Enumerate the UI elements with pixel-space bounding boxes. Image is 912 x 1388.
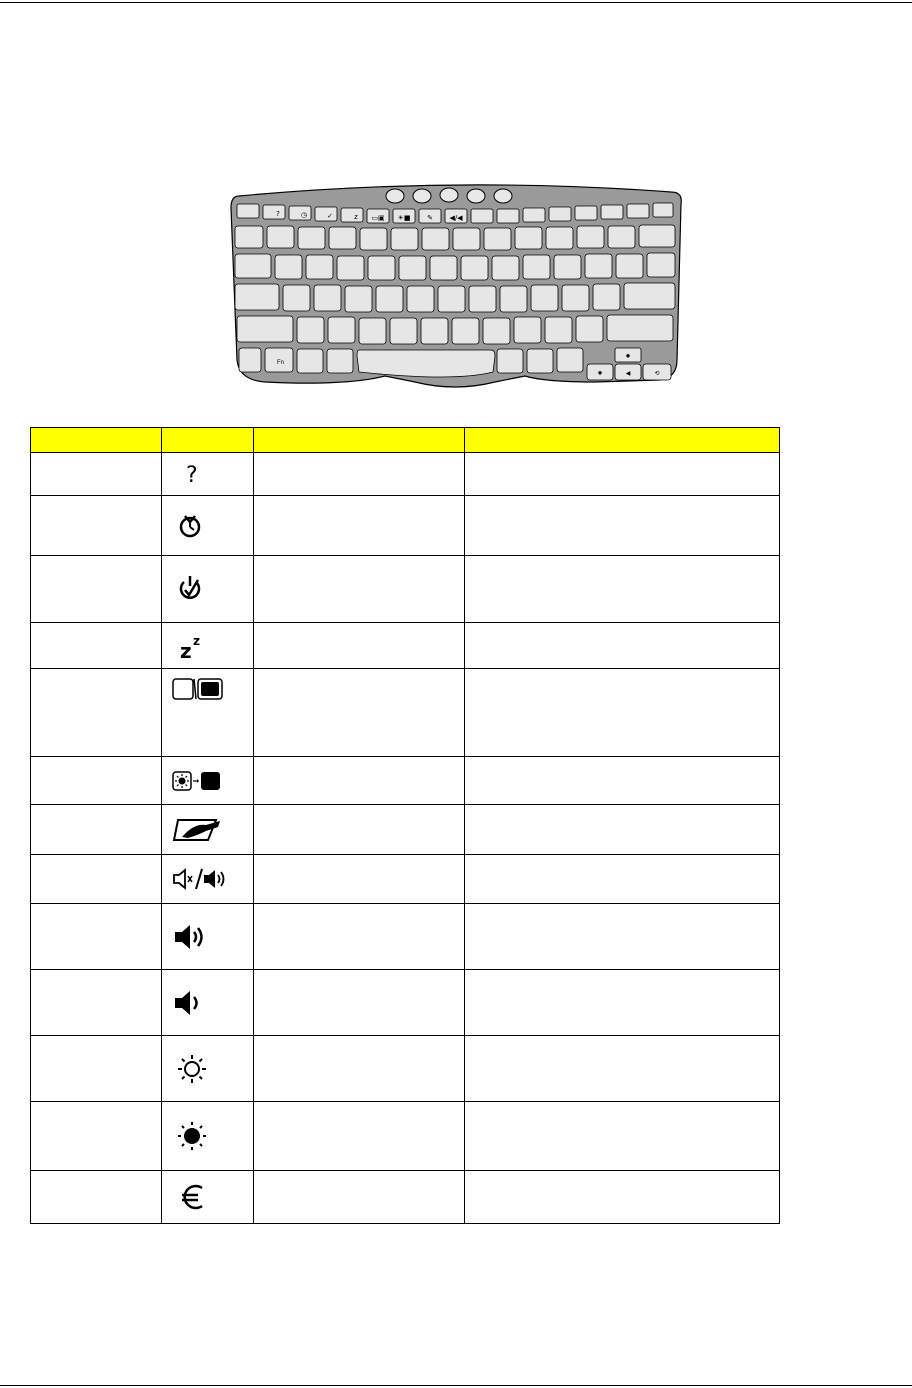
- description-cell: [465, 1102, 780, 1171]
- svg-text:◷: ◷: [300, 211, 308, 219]
- bottom-rule: [0, 1385, 912, 1386]
- launch-button-1: [386, 189, 404, 203]
- icon-name-cell: [254, 556, 465, 623]
- hotkey-cell: [31, 1102, 162, 1171]
- launch-button-4: [467, 189, 485, 203]
- icon-name-cell: [254, 1171, 465, 1224]
- table-row: [31, 453, 780, 496]
- hotkey-cell: [31, 496, 162, 556]
- table-row: [31, 1102, 780, 1171]
- hotkey-cell: [31, 805, 162, 855]
- svg-text:✹: ✹: [625, 353, 631, 360]
- touchpad-toggle-icon: [172, 817, 228, 843]
- table-row: [31, 904, 780, 970]
- system-properties-icon: [172, 511, 208, 541]
- power-scheme-icon: [172, 572, 208, 606]
- svg-text:✎: ✎: [427, 214, 433, 222]
- icon-name-cell: [254, 623, 465, 669]
- hotkey-cell: [31, 669, 162, 757]
- icon-name-cell: [254, 1036, 465, 1102]
- table-row: [31, 496, 780, 556]
- svg-text:z: z: [193, 633, 200, 648]
- header-cell: [31, 428, 162, 453]
- table-row: [31, 1171, 780, 1224]
- svg-text:☀■: ☀■: [397, 214, 411, 222]
- description-cell: [465, 556, 780, 623]
- table-row: [31, 669, 780, 757]
- brightness-up-icon: [172, 1052, 212, 1086]
- svg-text:▭▣: ▭▣: [371, 214, 385, 222]
- fn-key-label: Fn: [277, 360, 285, 366]
- hotkey-cell: [31, 855, 162, 904]
- description-cell: [465, 970, 780, 1036]
- description-cell: [465, 453, 780, 496]
- table-header-row: [31, 428, 780, 453]
- header-cell: [254, 428, 465, 453]
- table-row: [31, 1036, 780, 1102]
- description-cell: [465, 669, 780, 757]
- hotkey-cell: [31, 757, 162, 805]
- icon-name-cell: [254, 855, 465, 904]
- description-cell: [465, 757, 780, 805]
- svg-text:?: ?: [186, 463, 198, 487]
- header-cell: [162, 428, 254, 453]
- table-row: [31, 855, 780, 904]
- svg-text:?: ?: [276, 210, 280, 218]
- icon-name-cell: [254, 904, 465, 970]
- description-cell: [465, 855, 780, 904]
- svg-text:z: z: [180, 638, 192, 660]
- help-icon: [172, 461, 208, 487]
- launch-button-2: [413, 189, 431, 203]
- hotkey-table: [30, 427, 780, 1224]
- volume-up-icon: [172, 922, 212, 952]
- svg-text:✹: ✹: [597, 370, 603, 377]
- description-cell: [465, 805, 780, 855]
- table-row: [31, 757, 780, 805]
- svg-text:⟲: ⟲: [654, 370, 660, 377]
- description-cell: [465, 623, 780, 669]
- description-cell: [465, 904, 780, 970]
- volume-down-icon: [172, 988, 212, 1018]
- table-row: [31, 805, 780, 855]
- header-cell: [465, 428, 780, 453]
- hotkey-cell: [31, 970, 162, 1036]
- top-rule: [0, 2, 912, 3]
- svg-text:◀: ◀: [625, 370, 631, 377]
- icon-name-cell: [254, 453, 465, 496]
- svg-text:◀/◀: ◀/◀: [449, 214, 463, 222]
- svg-text:z: z: [354, 213, 358, 221]
- table-row: [31, 970, 780, 1036]
- speaker-toggle-icon: [172, 867, 228, 891]
- table-row: [31, 556, 780, 623]
- icon-name-cell: [254, 757, 465, 805]
- icon-name-cell: [254, 1102, 465, 1171]
- icon-name-cell: [254, 970, 465, 1036]
- space-bar: [357, 350, 495, 377]
- launch-button-3: [440, 188, 458, 202]
- hotkey-cell: [31, 1036, 162, 1102]
- description-cell: [465, 496, 780, 556]
- svg-text:✓: ✓: [327, 212, 333, 220]
- hotkey-cell: [31, 623, 162, 669]
- hotkey-cell: [31, 904, 162, 970]
- table-row: [31, 623, 780, 669]
- sleep-icon: [172, 632, 208, 660]
- hotkey-cell: [31, 453, 162, 496]
- euro-icon: [172, 1181, 212, 1213]
- keyboard-illustration: [225, 182, 685, 392]
- description-cell: [465, 1036, 780, 1102]
- icon-name-cell: [254, 669, 465, 757]
- icon-name-cell: [254, 496, 465, 556]
- description-cell: [465, 1171, 780, 1224]
- hotkey-cell: [31, 1171, 162, 1224]
- hotkey-cell: [31, 556, 162, 623]
- brightness-down-icon: [172, 1119, 212, 1153]
- icon-name-cell: [254, 805, 465, 855]
- screen-blank-icon: [172, 769, 228, 793]
- display-toggle-icon: [172, 677, 228, 701]
- launch-button-5: [494, 189, 512, 203]
